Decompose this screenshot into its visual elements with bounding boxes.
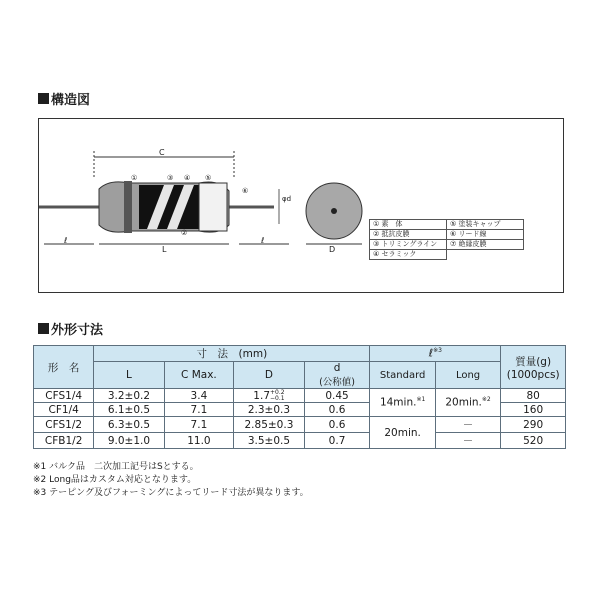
row-d-value: 1.7 [253, 389, 270, 402]
row-d: 2.85±0.3 [234, 417, 304, 433]
legend-cell: ① 素 体 [370, 220, 447, 230]
header-long: Long [435, 362, 500, 389]
legend-cell: ⑦ 絶縁皮膜 [447, 240, 524, 250]
legend-cell [447, 250, 524, 260]
dim-l-label: L [162, 245, 167, 254]
long-group-1 [435, 389, 500, 417]
structure-diagram [38, 118, 564, 293]
long-group-1-sup: ※2 [481, 396, 491, 404]
footnote: ※2 Long品はカスタム対応となります。 [33, 475, 197, 485]
row-d: 2.3±0.3 [234, 403, 304, 417]
dim-d-label: D [329, 245, 336, 254]
row-d-small: 0.6 [304, 403, 370, 417]
row-l: 9.0±1.0 [94, 433, 164, 449]
row-weight: 80 [501, 389, 566, 403]
row-l: 6.1±0.5 [94, 403, 164, 417]
header-weight [501, 346, 566, 389]
row-c: 7.1 [164, 417, 234, 433]
dimensions-title-text: 外形寸法 [51, 323, 104, 338]
dimensions-section-title [38, 319, 103, 338]
long-group-1-text: 20min. [445, 396, 482, 409]
footnote: ※3 テーピング及びフォーミングによってリード寸法が異なります。 [33, 488, 309, 498]
structure-title-text: 構造図 [51, 93, 91, 108]
std-group-2: 20min. [370, 417, 435, 449]
header-ell [370, 346, 501, 362]
header-weight-text: 質量(g) [515, 355, 552, 368]
square-bullet-icon [38, 323, 49, 334]
callout-3: ③ [167, 174, 174, 182]
dim-c-label: C [159, 148, 165, 157]
dim-l-left-label: ℓ [64, 236, 68, 245]
footnote: ※1 バルク品 二次加工記号はSとする。 [33, 462, 199, 472]
header-d-small [304, 362, 370, 389]
header-d-small-text: d [333, 362, 341, 374]
legend-cell: ⑥ リード線 [447, 230, 524, 240]
legend-cell: ④ セラミック [370, 250, 447, 260]
header-dims: 寸 法 (mm) [94, 346, 370, 362]
row-d [234, 389, 304, 403]
callout-6: ⑥ [242, 187, 249, 195]
row-weight: 160 [501, 403, 566, 417]
callout-4: ④ [184, 174, 191, 182]
std-group-1 [370, 389, 435, 417]
row-d-minus: −0.1 [270, 394, 285, 402]
row-name: CFS1/2 [34, 417, 94, 433]
callout-1: ① [131, 174, 138, 182]
row-l: 6.3±0.5 [94, 417, 164, 433]
header-d-small-sub: (公称値) [319, 377, 355, 388]
legend-cell: ⑤ 塗装キャップ [447, 220, 524, 230]
row-d-small: 0.45 [304, 389, 370, 403]
header-name: 形 名 [34, 346, 94, 389]
header-standard: Standard [370, 362, 435, 389]
std-group-1-text: 14min. [379, 396, 417, 409]
dim-phi-d-label: φd [282, 195, 292, 203]
legend-cell: ② 抵抗皮膜 [370, 230, 447, 240]
resistor-drawing [39, 119, 565, 294]
dim-l-right-label: ℓ [261, 236, 265, 245]
header-weight-sub: (1000pcs) [506, 368, 560, 381]
row-d: 3.5±0.5 [234, 433, 304, 449]
row-c: 7.1 [164, 403, 234, 417]
legend-table [369, 219, 524, 260]
row-d-plus: +0.2 [270, 388, 285, 396]
square-bullet-icon [38, 93, 49, 104]
row-c: 3.4 [164, 389, 234, 403]
std-group-1-sup: ※1 [416, 396, 426, 404]
row-d-small: 0.6 [304, 417, 370, 433]
callout-5: ⑤ [205, 174, 212, 182]
header-cmax: C Max. [164, 362, 234, 389]
row-weight: 520 [501, 433, 566, 449]
row-c: 11.0 [164, 433, 234, 449]
header-ell-sup: ※3 [433, 347, 442, 355]
footnotes [33, 461, 309, 500]
row-name: CFS1/4 [34, 389, 94, 403]
callout-2: ② [181, 229, 188, 237]
row-name: CFB1/2 [34, 433, 94, 449]
header-d: D [234, 362, 304, 389]
long-dash: － [435, 417, 500, 433]
row-l: 3.2±0.2 [94, 389, 164, 403]
structure-section-title [38, 89, 90, 108]
row-d-small: 0.7 [304, 433, 370, 449]
legend-cell: ③ トリミングライン [370, 240, 447, 250]
header-ell-symbol: ℓ [428, 347, 434, 360]
row-weight: 290 [501, 417, 566, 433]
row-name: CF1/4 [34, 403, 94, 417]
header-l: L [94, 362, 164, 389]
long-dash: － [435, 433, 500, 449]
dimensions-table [33, 345, 566, 449]
row-d-tolerance [270, 390, 285, 402]
